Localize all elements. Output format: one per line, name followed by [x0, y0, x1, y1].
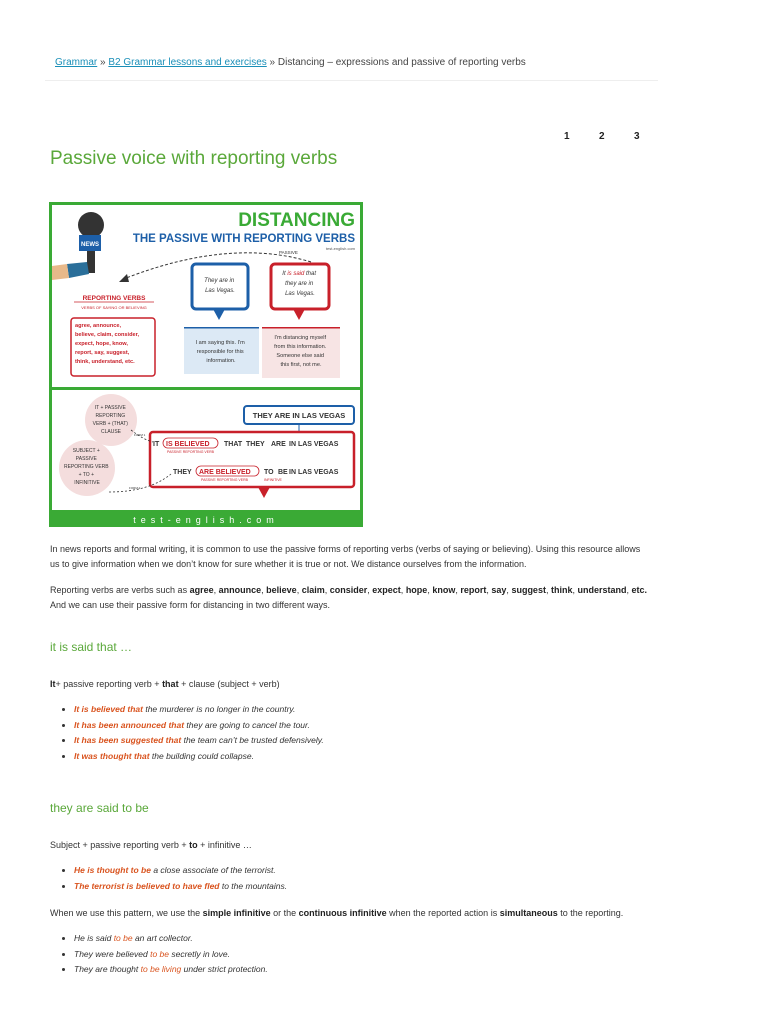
list-item: • It was thought that the building could collapse. — [74, 749, 324, 765]
page-title: Passive voice with reporting verbs — [50, 148, 338, 169]
breadcrumb-current: Distancing – expressions and passive of reporting verbs — [277, 57, 526, 68]
they-are-in-las-vegas-box: THEY ARE IN LAS VEGAS — [252, 411, 346, 420]
divider — [45, 80, 658, 81]
svg-text:PASSIVE REPORTING VERB: PASSIVE REPORTING VERB — [167, 450, 214, 454]
note-right: I'm distancing myself from this information. Someone else said this first, not me. — [274, 335, 327, 368]
infographic-heading: DISTANCING — [238, 210, 355, 231]
infographic-subheading: THE PASSIVE WITH REPORTING VERBS — [132, 233, 355, 245]
mic-badge: NEWS — [81, 242, 99, 248]
form1-circle — [85, 394, 137, 446]
section-heading-it-is-said: it is said that … — [50, 640, 133, 654]
note-left: I am saying this. I'm responsible for this information. — [195, 340, 245, 364]
reporting-verbs-title: REPORTING VERBS — [82, 295, 146, 302]
svg-text:It is said that they are: It is said that they are in Las Vegas. — [282, 271, 317, 297]
formula-subject-passive: Subject + passive reporting verb + to + infinitive … — [50, 840, 252, 850]
page-link-3[interactable]: 3 — [634, 131, 640, 142]
verbs-paragraph: Reporting verbs are verbs such as agree, announce, believe, claim, consider, expect, hope, know, report, say, suggest, think, understand, etc. And we can use their passive form for distancing in two different ways. — [50, 585, 648, 610]
list-item: • It has been suggested that the team can’t be trusted defensively. — [74, 733, 324, 749]
svg-text:PASSIVE REPORTING VERB: PASSIVE REPORTING VERB — [201, 478, 248, 482]
list-item: • It has been announced that they are going to cancel the tour. — [74, 718, 324, 734]
list-item: • They were believed to be secretly in love. — [74, 947, 268, 963]
page-link-1[interactable]: 1 — [564, 131, 570, 142]
pattern-paragraph: When we use this pattern, we use the simple infinitive or the continuous infinitive when the reported action is simultaneous to the reporting. — [50, 908, 624, 918]
intro-paragraph: In news reports and formal writing, it is common to use the passive forms of reporting verbs (verbs of saying or believing). Using this resource allows us to give information when we don’t know for sure whether it is true or not. We distance ourselves from the information. — [50, 544, 641, 569]
svg-text:They are in Las Vegas.: They are in Las Vegas. — [204, 278, 235, 294]
infographic-footer: test-english.com — [133, 515, 279, 525]
reporting-verbs-list: agree, announce, believe, claim, consider, expect, hope, know, report, say, suggest, think, understand, etc. — [75, 323, 140, 365]
breadcrumb — [55, 57, 526, 68]
infographic-site-small: test-english.com — [325, 246, 355, 251]
list-item: • The terrorist is believed to have fled to the mountains. — [74, 879, 287, 895]
breadcrumb-separator: » — [97, 57, 109, 68]
section-heading-they-are-said: they are said to be — [50, 801, 149, 815]
reporting-verbs-subtitle: VERBS OF SAYING OR BELIEVING — [81, 305, 147, 310]
examples-list-1 — [60, 702, 324, 764]
list-item: • He is thought to be a close associate of the terrorist. — [74, 863, 287, 879]
examples-list-2 — [60, 863, 287, 894]
breadcrumb-separator: » — [266, 57, 278, 68]
passive-tag: PASSIVE — [279, 250, 298, 255]
svg-text:INFINITIVE: INFINITIVE — [264, 478, 282, 482]
examples-list-3 — [60, 931, 268, 978]
formula-it-passive: It+ passive reporting verb + that + clause (subject + verb) — [50, 679, 280, 689]
speech-bubble-blue — [192, 264, 248, 309]
distancing-infographic — [49, 202, 363, 527]
breadcrumb-link-b2-lessons[interactable]: B2 Grammar lessons and exercises — [108, 57, 267, 68]
list-item: • He is said to be an art collector. — [74, 931, 268, 947]
form2-sentence: THEY ARE BELIEVED TO BE IN LAS VEGAS — [173, 469, 339, 476]
list-item: • It is believed that the murderer is no longer in the country. — [74, 702, 324, 718]
svg-text:SUBJECT + PASSIVE: SUBJECT + PASSIVE REPORTING VERB + TO + INFINITIVE — [63, 448, 109, 486]
svg-text:FORM 1: FORM 1 — [134, 433, 146, 437]
page-link-2[interactable]: 2 — [599, 131, 605, 142]
form1-sentence: IT IS BELIEVED THAT THEY ARE IN LAS VEGAS — [153, 441, 339, 448]
svg-text:FORM 2: FORM 2 — [129, 486, 141, 490]
list-item: • They are thought to be living under strict protection. — [74, 962, 268, 978]
breadcrumb-link-grammar[interactable]: Grammar — [55, 57, 98, 68]
svg-text:IT + PASSIVE REPORTING: IT + PASSIVE REPORTING VERB + (THAT) CLAUSE — [92, 405, 128, 435]
